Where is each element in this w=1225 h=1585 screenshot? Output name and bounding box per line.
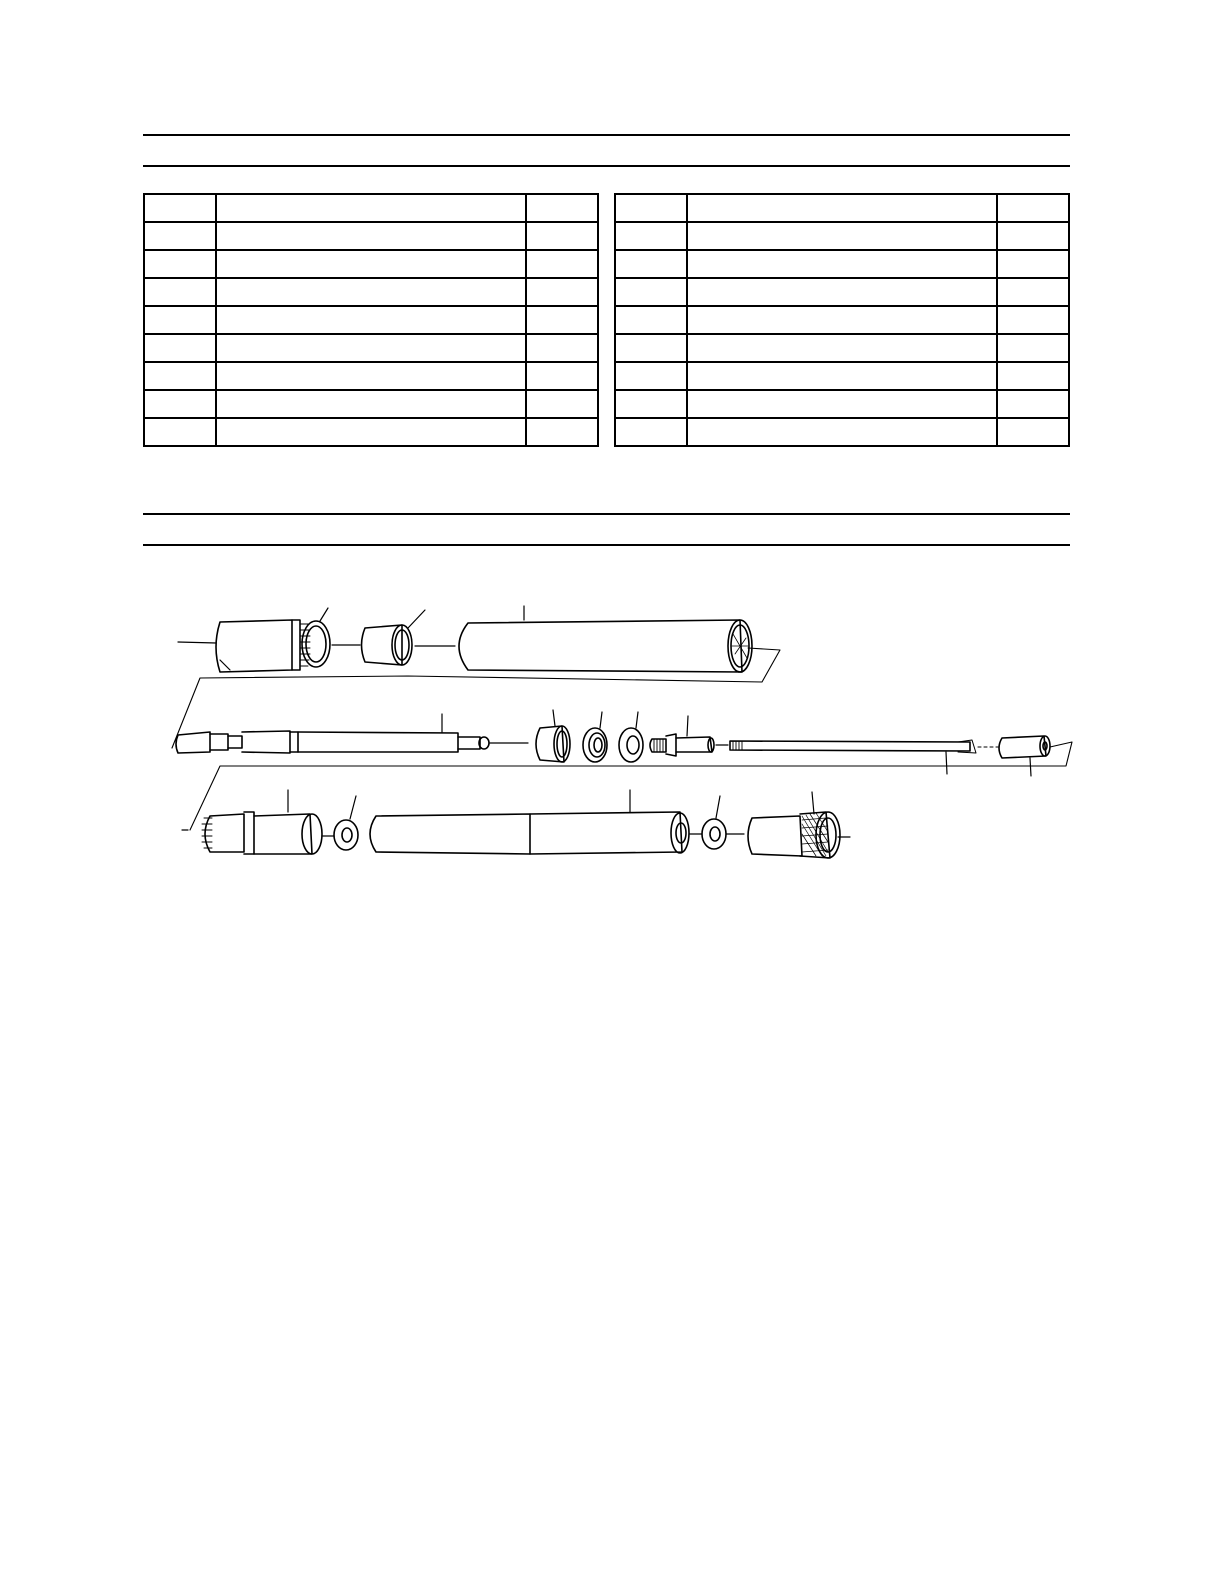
parts-row (144, 334, 598, 362)
parts-table-left (143, 193, 599, 447)
part-description-cell (216, 334, 526, 362)
part-quantity-cell (997, 334, 1069, 362)
part-number-cell (144, 222, 216, 250)
part-quantity-cell (997, 390, 1069, 418)
part-number-cell (615, 222, 687, 250)
part-number-cell (144, 390, 216, 418)
parts-row (144, 418, 598, 446)
part-number-cell (615, 250, 687, 278)
parts-table-right (614, 193, 1070, 447)
parts-row (144, 222, 598, 250)
parts-row (615, 194, 1069, 222)
part-number-cell (615, 306, 687, 334)
parts-row (144, 390, 598, 418)
row1-outer-tube (172, 606, 780, 748)
part-description-cell (216, 250, 526, 278)
parts-row (615, 334, 1069, 362)
row1-housing-end (178, 608, 330, 672)
mid-rule-2 (143, 544, 1070, 546)
part-number-cell (144, 250, 216, 278)
row2-bearing (583, 712, 607, 762)
part-description-cell (216, 194, 526, 222)
parts-row (615, 390, 1069, 418)
row3-knurled-cap (748, 792, 850, 858)
part-description-cell (687, 250, 997, 278)
part-description-cell (687, 222, 997, 250)
parts-row (144, 250, 598, 278)
part-quantity-cell (997, 278, 1069, 306)
row2-shaft (176, 714, 489, 753)
row2-rod (730, 740, 976, 774)
part-description-cell (687, 194, 997, 222)
part-quantity-cell (997, 222, 1069, 250)
part-number-cell (615, 418, 687, 446)
part-description-cell (216, 418, 526, 446)
row1-coupling-ring (362, 610, 426, 665)
part-number-cell (144, 306, 216, 334)
part-quantity-cell (526, 362, 598, 390)
part-description-cell (687, 334, 997, 362)
part-quantity-cell (997, 194, 1069, 222)
part-quantity-cell (997, 362, 1069, 390)
parts-row (615, 222, 1069, 250)
row3-washer (702, 796, 726, 849)
part-quantity-cell (997, 418, 1069, 446)
part-quantity-cell (526, 194, 598, 222)
part-quantity-cell (526, 250, 598, 278)
exploded-parts-drawing (150, 590, 1080, 890)
parts-row (144, 306, 598, 334)
row2-cup-seal (536, 710, 570, 762)
part-quantity-cell (526, 222, 598, 250)
part-description-cell (687, 306, 997, 334)
part-number-cell (144, 418, 216, 446)
part-number-cell (615, 194, 687, 222)
parts-row (615, 250, 1069, 278)
part-number-cell (615, 278, 687, 306)
parts-row (144, 362, 598, 390)
part-quantity-cell (526, 390, 598, 418)
row2-fitting (650, 716, 714, 756)
part-description-cell (216, 362, 526, 390)
row3-threaded-adapter (182, 790, 322, 854)
part-number-cell (144, 194, 216, 222)
row3-lower-tube (370, 790, 689, 854)
part-number-cell (144, 334, 216, 362)
part-number-cell (615, 390, 687, 418)
part-description-cell (216, 390, 526, 418)
parts-row (144, 278, 598, 306)
mid-rule-1 (143, 513, 1070, 515)
part-description-cell (216, 222, 526, 250)
part-quantity-cell (526, 418, 598, 446)
part-number-cell (615, 362, 687, 390)
row2-washer (619, 712, 643, 762)
top-rule-1 (143, 134, 1070, 136)
part-number-cell (144, 278, 216, 306)
parts-row (615, 362, 1069, 390)
part-description-cell (216, 306, 526, 334)
parts-row (144, 194, 598, 222)
part-description-cell (687, 390, 997, 418)
part-number-cell (615, 334, 687, 362)
part-number-cell (144, 362, 216, 390)
part-quantity-cell (526, 306, 598, 334)
part-description-cell (687, 418, 997, 446)
part-quantity-cell (997, 250, 1069, 278)
top-rule-2 (143, 165, 1070, 167)
parts-row (615, 278, 1069, 306)
part-quantity-cell (526, 278, 598, 306)
part-description-cell (687, 362, 997, 390)
row3-spacer (334, 796, 358, 850)
part-description-cell (216, 278, 526, 306)
part-quantity-cell (997, 306, 1069, 334)
parts-row (615, 418, 1069, 446)
parts-row (615, 306, 1069, 334)
part-description-cell (687, 278, 997, 306)
part-quantity-cell (526, 334, 598, 362)
